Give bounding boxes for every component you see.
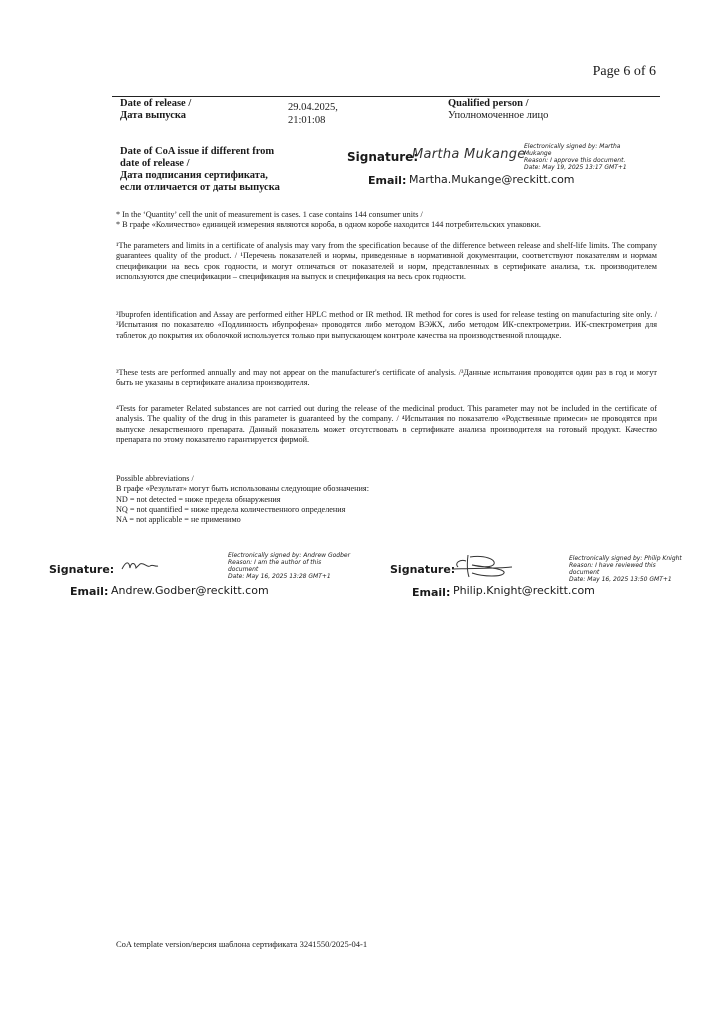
footnote-3-text: ³These tests are performed annually and may not appear on the manufacturer's certificate of analysis. /³Данные испытания проводятся один раз в год и могут быть не указаны в сертификате анализа производителя. (116, 368, 657, 388)
release-label (120, 98, 191, 122)
release-label-en: Date of release / (120, 98, 192, 109)
qp-signature-label: Signature: (347, 150, 419, 164)
qp-esig-line1: Electronically signed by: Martha (524, 143, 621, 150)
qualified-person-label-ru: Уполномоченное лицо (448, 110, 549, 121)
footnote-4 (116, 404, 657, 445)
quantity-footnote (116, 210, 657, 231)
coa-issue-label (120, 146, 280, 194)
right-esig-line1: Electronically signed by: Philip Knight (569, 555, 682, 562)
header-rule (112, 96, 660, 97)
qp-esig-line4: Date: May 19, 2025 13:17 GMT+1 (524, 164, 627, 171)
template-version-footer: CoA template version/версия шаблона сертификата 3241550/2025-04-1 (116, 939, 368, 949)
coa-issue-line2: date of release / (120, 158, 190, 169)
footnote-4-text: ⁴Tests for parameter Related substances are not carried out during the release of the medicinal product. This parameter may not be included in the certificate of analysis. The quality of the drug in this parameter is guaranteed by the company. / ⁴Испытания по показателю «Родственные примеси» не проводятся при выпуске лекарственного препарата. Данный показатель может отсутствовать в сертификате анализа производителя на готовый продукт. Качество препарата по этому показателю гарантируется фирмой. (116, 404, 657, 444)
release-date: 29.04.2025, (288, 102, 338, 113)
footnote-3 (116, 368, 657, 389)
left-signature-image (120, 558, 160, 574)
release-label-ru: Дата выпуска (120, 110, 187, 121)
right-signature-image (450, 553, 514, 579)
footnote-2-text: ²Ibuprofen identification and Assay are performed either HPLC method or IR method. IR method for cores is used for release testing on manufacturing site only. / ²Испытания по показателю «Подлинность ибупрофена» проводятся либо методом ВЭЖХ, либо методом ИК-спектрометрии. ИК-спектрометрия для таблеток до покрытия их оболочкой используется только при выпускающем контроле качества на производственной площадке. (116, 310, 657, 340)
quantity-footnote-en: * In the ‘Quantity’ cell the unit of measurement is cases. 1 case contains 144 consumer units / (116, 210, 423, 219)
footnote-1 (116, 241, 657, 282)
release-datetime (288, 101, 338, 127)
qualified-person-label (448, 98, 548, 122)
left-esig-line1: Electronically signed by: Andrew Godber (228, 552, 351, 559)
footnote-2 (116, 310, 657, 341)
qp-email[interactable]: Martha.Mukange@reckitt.com (409, 173, 575, 186)
left-signature-label: Signature: (49, 563, 115, 576)
coa-issue-line4: если отличается от даты выпуска (120, 182, 280, 193)
left-esig-line4: Date: May 16, 2025 13:28 GMT+1 (228, 573, 331, 580)
abbreviations-title: Possible abbreviations / (116, 474, 194, 483)
page-number: Page 6 of 6 (592, 64, 656, 79)
qp-email-label: Email: (368, 174, 407, 187)
right-email-label: Email: (412, 586, 451, 599)
qualified-person-label-en: Qualified person / (448, 98, 529, 109)
right-email[interactable]: Philip.Knight@reckitt.com (453, 584, 595, 597)
right-esig-stamp (569, 555, 682, 583)
left-esig-stamp (228, 552, 350, 580)
abbreviation-nq: NQ = not quantified = ниже предела количественного определения (116, 504, 346, 514)
footnote-1-text: ¹The parameters and limits in a certificate of analysis may vary from the specification because of the difference between release and shelf-life limits. The company guarantees quality of the product. / ¹Перечень показателей и нормы, приведенные в нормативной документации, соответствуют показателям и нормам спецификации на весь срок годности, и могут отличаться от показателей и норм, представленных в сертификате анализа, т.к. производителем используются две спецификации – спецификация на выпуск и спецификация на весь срок годности. (116, 241, 657, 281)
abbreviations-block (116, 474, 657, 525)
release-time: 21:01:08 (288, 115, 326, 126)
left-esig-line3: document (228, 566, 259, 573)
qp-signature-image: Martha Mukange (412, 147, 526, 162)
qp-esig-line3: Reason: I approve this document. (524, 157, 626, 164)
abbreviation-na: NA = not applicable = не применимо (116, 515, 241, 525)
left-esig-line2: Reason: I am the author of this (228, 559, 322, 566)
right-signature-label: Signature: (390, 563, 456, 576)
qp-esig-stamp (524, 143, 627, 171)
coa-issue-line1: Date of CoA issue if different from (120, 146, 275, 157)
left-email-label: Email: (70, 585, 109, 598)
right-esig-line3: document (569, 569, 600, 576)
right-esig-line2: Reason: I have reviewed this (569, 562, 656, 569)
abbreviation-nd: ND = not detected = ниже предела обнаружения (116, 494, 281, 504)
right-esig-line4: Date: May 16, 2025 13:50 GMT+1 (569, 576, 672, 583)
quantity-footnote-ru: * В графе «Количество» единицей измерения являются короба, в одном коробе находится 144 потребительских упаковки. (116, 220, 541, 230)
abbreviations-subtitle: В графе «Результат» могут быть использованы следующие обозначения: (116, 484, 369, 494)
left-email[interactable]: Andrew.Godber@reckitt.com (111, 584, 269, 597)
coa-issue-line3: Дата подписания сертификата, (120, 170, 268, 181)
qp-esig-line2: Mukange (524, 150, 552, 157)
